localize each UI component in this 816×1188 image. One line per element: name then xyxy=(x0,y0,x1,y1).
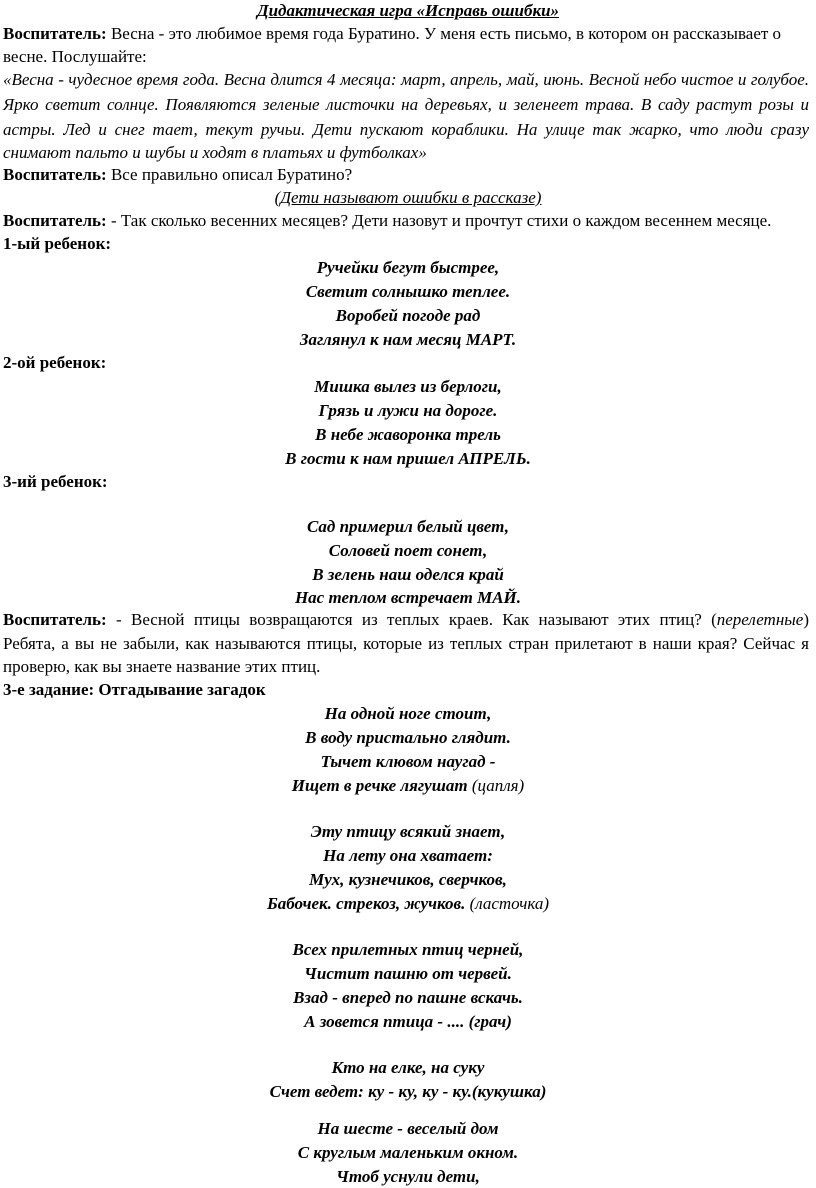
poem-3-line-2: Соловей поет сонет, xyxy=(328,541,488,560)
riddle-3-line-2: Чистит пашню от червей. xyxy=(304,964,512,983)
letter-line-1: «Весна - чудесное время года. Весна длится 4 месяца: март, апрель, май, июнь. Весной небо чистое и голубое. xyxy=(3,70,809,89)
birds-line-1: Воспитатель: - Весной птицы возвращаются из теплых краев. Как называют этих птиц? (перелетные) xyxy=(3,610,809,629)
birds-question: - Весной птицы возвращаются из теплых краев. Как называют этих птиц? ( xyxy=(106,610,717,629)
riddle-4-line-1: Кто на елке, на суку xyxy=(331,1058,485,1077)
riddle-5-line-1: На шесте - веселый дом xyxy=(317,1119,499,1138)
poem-3-line-1: Сад примерил белый цвет, xyxy=(306,517,510,536)
riddle-3-line-1: Всех прилетных птиц черней, xyxy=(292,940,524,959)
poem-2-line-1: Мишка вылез из берлоги, xyxy=(314,377,502,396)
child-2-label: 2-ой ребенок: xyxy=(3,353,107,372)
question-2 xyxy=(0,210,816,232)
task-3-heading: 3-е задание: Отгадывание загадок xyxy=(3,680,266,699)
riddle-1-line-1: На одной ноге стоит, xyxy=(324,704,492,723)
letter-line-4: снимают пальто и шубы и ходят в платьях и футболках» xyxy=(3,143,427,162)
riddle-1-answer: (цапля) xyxy=(467,776,525,795)
question-1-text: Все правильно описал Буратино? xyxy=(106,165,353,184)
intro-line-1 xyxy=(0,23,816,45)
speaker-label: Воспитатель: xyxy=(3,24,107,43)
speaker-label: Воспитатель: xyxy=(3,211,107,230)
riddle-2-line-4: Бабочек. стрекоз, жучков. (ласточка) xyxy=(266,894,550,913)
riddle-5-line-2: С круглым маленьким окном. xyxy=(297,1143,519,1162)
poem-3-line-3: В зелень наш оделся край xyxy=(312,565,504,584)
birds-answer: перелетные xyxy=(716,610,804,629)
riddle-2-answer: (ласточка) xyxy=(465,894,550,913)
riddle-1-line-2: В воду пристально глядит. xyxy=(305,728,511,747)
riddle-2-line-3: Мух, кузнечиков, сверчков, xyxy=(309,870,507,889)
poem-1-line-2: Светит солнышко теплее. xyxy=(305,282,511,301)
birds-line-2: Ребята, а вы не забыли, как называются птицы, которые из теплых стран прилетают в наши края? Сейчас я xyxy=(3,634,809,653)
speaker-label: Воспитатель: xyxy=(3,610,107,629)
riddle-2-line-1: Эту птицу всякий знает, xyxy=(310,822,506,841)
child-3-label: 3-ий ребенок: xyxy=(3,472,108,491)
speaker-label: Воспитатель: xyxy=(3,165,107,184)
poem-2-line-2: Грязь и лужи на дороге. xyxy=(318,401,498,420)
poem-1-line-3: Воробей погоде рад xyxy=(335,306,481,325)
child-1-label: 1-ый ребенок: xyxy=(3,234,112,253)
riddle-5-line-3: Чтоб уснули дети, xyxy=(336,1167,480,1186)
question-1 xyxy=(0,164,816,186)
intro-text: Весна - это любимое время года Буратино. У меня есть письмо, в котором он рассказывает о xyxy=(106,24,782,43)
poem-3-line-4: Нас теплом встречает МАЙ. xyxy=(294,588,522,607)
letter-line-3: астры. Лед и снег тает, текут ручьи. Дети пускают кораблики. На улице так жарко, что люди сразу xyxy=(3,120,809,139)
document-title: Дидактическая игра «Исправь ошибки» xyxy=(256,1,560,20)
birds-line-3: проверю, как вы знаете название этих птиц. xyxy=(3,657,321,676)
poem-2-line-3: В небе жаворонка трель xyxy=(315,425,501,444)
letter-line-2: Ярко светит солнце. Появляются зеленые листочки на деревьях, и зеленеет трава. В саду растут розы и xyxy=(3,95,809,114)
riddle-3-line-4: А зовется птица - .... (грач) xyxy=(304,1012,512,1031)
intro-line-2: весне. Послушайте: xyxy=(3,47,147,66)
poem-2-line-4: В гости к нам пришел АПРЕЛЬ. xyxy=(285,449,531,468)
riddle-1-line-4: Ищет в речке лягушат (цапля) xyxy=(291,776,525,795)
poem-1-line-4: Заглянул к нам месяц МАРТ. xyxy=(299,330,517,349)
riddle-2-line-2: На лету она хватает: xyxy=(323,846,493,865)
poem-1-line-1: Ручейки бегут быстрее, xyxy=(316,258,500,277)
riddle-1-line-3: Тычет клювом наугад - xyxy=(320,752,496,771)
riddle-4-line-2: Счет ведет: ку - ку, ку - ку.(кукушка) xyxy=(269,1082,547,1101)
children-note: (Дети называют ошибки в рассказе) xyxy=(274,188,542,207)
riddle-3-line-3: Взад - вперед по пашне вскачь. xyxy=(293,988,523,1007)
question-2-text: - Так сколько весенних месяцев? Дети назовут и прочтут стихи о каждом весеннем месяце. xyxy=(106,211,772,230)
